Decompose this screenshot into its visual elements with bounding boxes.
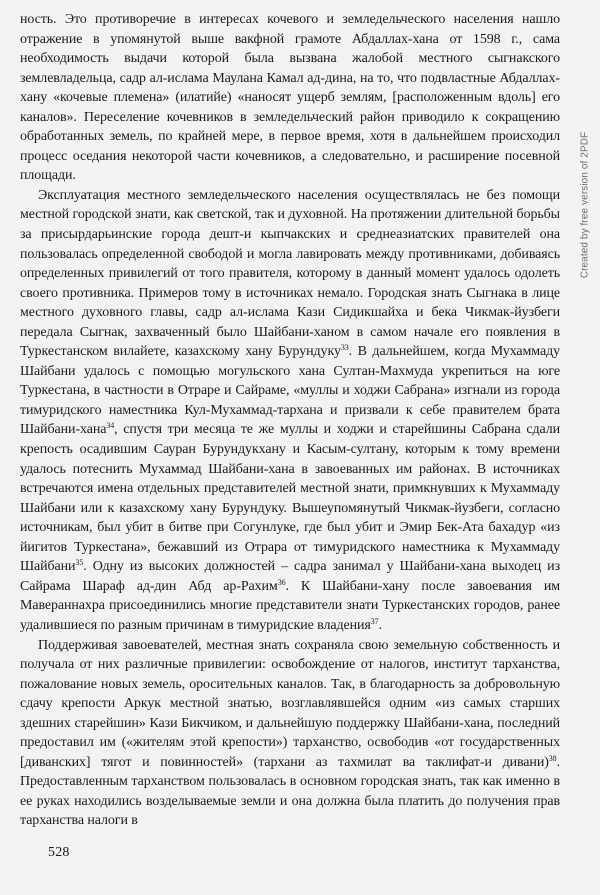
paragraph-2 — [20, 186, 560, 636]
paragraph-2-text-4: . Одну из высоких должностей – садра занимал у Шайбани-хана выходец из Сайрама Шараф ад-дин Абд ар-Рахим — [20, 559, 560, 594]
footnote-ref-35: 35 — [75, 558, 84, 568]
body-text — [20, 10, 560, 831]
footnote-ref-38: 38 — [548, 753, 557, 763]
paragraph-1-text: ность. Это противоречие в интересах кочевого и земледельческого населения нашло отражение в упомянутой выше вакфной грамоте Абдаллах-хана от 1598 г., сама необходимость выдачи которой была вызвана жалобой местного сыгнакского землевладельца, садр ал-ислама Маулана Камал ад-дина, на то, что подвластные Абдаллах-хану «кочевые племена» (илатийе) «наносят ущерб землям, [расположенным вдоль] его каналов». Переселение кочевников в земледельческий район приводило к сокращению обработанных земель, по крайней мере, в первое время, хотя в дальнейшем происходил процесс оседания некоторой части кочевников, а следовательно, и расширение посевной площади. — [20, 12, 560, 184]
footnote-ref-36: 36 — [277, 577, 286, 587]
footnote-ref-37: 37 — [370, 616, 379, 626]
paragraph-2-text-1: Эксплуатация местного земледельческого населения осуществлялась не без помощи местной городской знати, как светской, так и духовной. На протяжении длительной борьбы за присырдарьинские города дешт-и кыпчакских и среднеазиатских правителей она пользовалась определенной свободой и могла лавировать между противниками, добиваясь определенных привилегий от того правителя, которому в данный момент удалось одолеть своего противника. Примеров тому в источниках немало. Городская знать Сыгнака в лице местного духовного главы, садр ал-ислама Кази Сидикшайха и бека Чикмак-йузбеги передала Сыгнак, захваченный было Шайбани-ханом в самом начале его появления в Туркестанском вилайете, казахскому хану Бурундуку — [20, 187, 560, 360]
paragraph-3-text-1: Поддерживая завоевателей, местная знать сохраняла свою земельную собственность и получала от них различные привилегии: освобождение от налогов, институт тарханства, пожалование новых земель, оросительных каналов. Так, в благодарность за добровольную сдачу крепости Аркук местной знатью, возглавлявшейся одним «из самых старших здешних старейшин» Кази Бикчиком, и дальнейшую поддержку Шайбани-хана, последний предоставил им («жителям этой крепости») тарханство, освободив «от государственных [диванских] тягот и повинностей» (тархани аз тахмилат ва таклифат-и дивани) — [20, 637, 560, 770]
paragraph-2-text-2: . В дальнейшем, когда Мухаммаду Шайбани удалось с помощью могульского хана Султан-Махмуда укрепиться на юге Туркестана, в частности в Отраре и Сайраме, «муллы и ходжи Сабрана» изгнали из города тимуридского наместника Кул-Мухаммад-тархана и призвали к себе правителем брата Шайбани-хана — [20, 344, 560, 438]
paragraph-2-text-3: , спустя три месяца те же муллы и ходжи и старейшины Сабрана сдали крепость осадившим Сауран Бурундукхану и Касым-султану, которым к тому времени удалось потеснить Мухаммад Шайбани-хана в завоеванных им районах. В источниках встречаются имена отдельных представителей местной знати, примкнувших к Мухаммаду Шайбани или к казахскому хану Бурундуку. Вышеупомянутый Чикмак-йузбеги, согласно источникам, был убит в битве при Согунлуке, где был убит и Эмир Бек-Ата бахадур «из йигитов Туркестана», бежавший из Отрара от тимуридского наместника к Мухаммаду Шайбани — [20, 422, 560, 575]
paragraph-2-text-5: . К Шайбани-хану после завоевания им Мавераннахра присоединились многие представители знати Туркестанских городов, ранее удалившиеся по разным причинам в тимуридские владения — [20, 578, 560, 633]
book-page — [20, 0, 560, 895]
watermark-text: Created by free version of 2PDF — [579, 131, 591, 279]
paragraph-3 — [20, 636, 560, 831]
paragraph-3-text-2: . Предоставленным тарханством пользовалась в основном городская знать, так как именно в ее руках находились возделываемые земли и она должна была платить до получения прав тарханства налоги в — [20, 754, 560, 829]
page-number: 528 — [48, 845, 70, 860]
footnote-ref-33: 33 — [340, 343, 349, 353]
paragraph-2-text-6: . — [378, 617, 382, 633]
paragraph-1 — [20, 10, 560, 186]
footnote-ref-34: 34 — [106, 421, 115, 431]
